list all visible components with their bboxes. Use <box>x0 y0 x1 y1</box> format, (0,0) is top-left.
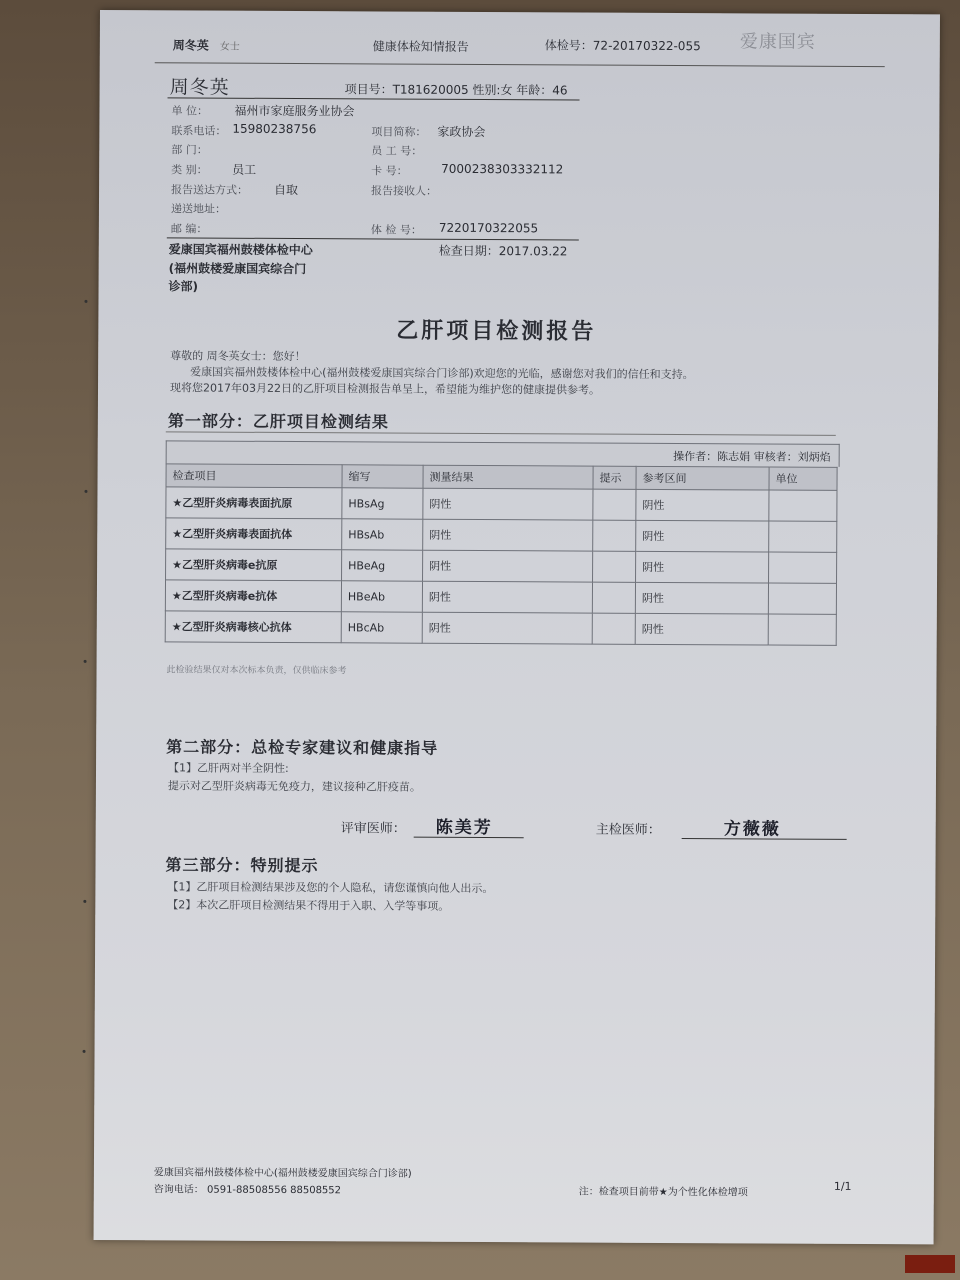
part3-line2: 【2】本次乙肝项目检测结果不得用于入职、入学等事项。 <box>167 898 450 913</box>
zip-label: 邮 编： <box>170 222 208 236</box>
part1-underline <box>166 431 836 436</box>
review-signature-line <box>414 837 524 839</box>
result: 阴性 <box>422 581 592 613</box>
part3-heading: 第三部分：特别提示 <box>165 855 319 876</box>
unit-label: 单 位： <box>171 104 209 118</box>
part3-line1: 【1】乙肝项目检测结果涉及您的个人隐私，请您谨慎向他人出示。 <box>167 880 494 896</box>
punch-hole-mark <box>84 660 87 663</box>
unit <box>769 552 837 583</box>
column-header: 单位 <box>769 467 837 490</box>
exam-no-value: 7220170322055 <box>438 220 539 236</box>
hint <box>593 489 636 520</box>
staff-label: 员 工 号： <box>371 144 423 158</box>
project-line: 项目号：T181620005 性别:女 年龄：46 <box>344 82 568 98</box>
part2-line1: 【1】乙肝两对半全阴性: <box>167 761 289 775</box>
part2-heading: 第二部分：总检专家建议和健康指导 <box>166 737 439 758</box>
greeting: 尊敬的 周冬英女士：您好！ <box>170 349 306 364</box>
patient-name: 周冬英 <box>169 76 230 99</box>
column-header: 提示 <box>593 466 636 489</box>
watermark-logo <box>905 1255 955 1273</box>
abbreviation: HBsAg <box>342 488 423 519</box>
receiver-label: 报告接收人： <box>371 184 438 198</box>
unit <box>769 521 837 552</box>
intro-line2: 现将您2017年03月22日的乙肝项目检测报告单呈上，希望能为维护您的健康提供参考。 <box>169 381 601 397</box>
column-header: 缩写 <box>342 465 423 488</box>
phone-label: 联系电话： <box>171 124 227 138</box>
table-row <box>165 580 836 615</box>
part2-line2: 提示对乙型肝炎病毒无免疫力，建议接种乙肝疫苗。 <box>167 779 421 794</box>
chief-signature-line <box>682 838 847 840</box>
phone-value: 15980238756 <box>232 121 317 137</box>
test-item: ★乙型肝炎病毒核心抗体 <box>165 611 341 643</box>
result: 阴性 <box>422 612 592 644</box>
footer-phone: 咨询电话： 0591-88508556 88508552 <box>153 1184 342 1197</box>
center-name-line3: 诊部) <box>168 279 199 294</box>
address-label: 递送地址： <box>170 202 226 216</box>
unit <box>768 583 836 614</box>
footer-note: 注：检查项目前带★为个性化体检增项 <box>578 1186 748 1199</box>
chief-doctor-label: 主检医师： <box>595 822 661 838</box>
column-header: 测量结果 <box>423 465 593 489</box>
category-label: 类 别： <box>171 163 208 177</box>
exam-no-label: 体 检 号： <box>370 223 422 237</box>
reference-range: 阴性 <box>636 489 769 521</box>
table-footnote: 此检验结果仅对本次标本负责，仅供临床参考 <box>166 665 347 677</box>
center-name-line1: 爱康国宾福州鼓楼体检中心 <box>168 242 313 258</box>
result: 阴性 <box>423 488 593 520</box>
hint <box>592 582 635 613</box>
punch-hole-mark <box>84 490 87 493</box>
header-divider <box>155 62 885 67</box>
card-label: 卡 号： <box>371 164 408 178</box>
intro-line1: 爱康国宾福州鼓楼体检中心(福州鼓楼爱康国宾综合门诊部)欢迎您的光临，感谢您对我们的信任和支持。 <box>190 365 694 382</box>
test-item: ★乙型肝炎病毒表面抗体 <box>166 518 342 550</box>
report-title: 乙肝项目检测报告 <box>396 318 597 345</box>
punch-hole-mark <box>83 1050 86 1053</box>
reference-range: 阴性 <box>635 582 768 614</box>
table-row <box>166 518 837 553</box>
unit <box>768 614 836 645</box>
review-doctor-signature: 陈美芳 <box>435 817 493 839</box>
reference-range: 阴性 <box>636 551 769 583</box>
table-row <box>166 549 837 584</box>
test-item: ★乙型肝炎病毒e抗原 <box>166 549 342 581</box>
table-header-row <box>166 464 837 491</box>
center-name-line2: (福州鼓楼爱康国宾综合门 <box>168 261 307 277</box>
reference-range: 阴性 <box>635 613 768 645</box>
header-salutation: 女士 <box>219 41 240 53</box>
reference-range: 阴性 <box>636 520 769 552</box>
table-row <box>166 487 837 522</box>
report-sheet <box>94 10 940 1244</box>
card-value: 7000238303332112 <box>441 161 564 177</box>
table-row <box>165 611 836 646</box>
project-short-value: 家政协会 <box>437 124 486 140</box>
brand-logo: 爱康国宾 <box>739 31 816 53</box>
hint <box>593 520 636 551</box>
header-name: 周冬英 <box>172 38 209 53</box>
test-item: ★乙型肝炎病毒表面抗原 <box>166 487 342 519</box>
header-exam-number: 体检号：72-20170322-055 <box>544 38 701 54</box>
abbreviation: HBcAb <box>341 612 422 643</box>
punch-hole-mark <box>83 900 86 903</box>
project-short-label: 项目简称： <box>371 125 427 139</box>
abbreviation: HBeAg <box>342 550 423 581</box>
results-table <box>165 463 838 646</box>
hint <box>593 551 636 582</box>
header-report-type: 健康体检知情报告 <box>372 39 469 54</box>
chief-doctor-signature: 方薇薇 <box>723 819 781 840</box>
page-number: 1/1 <box>833 1179 852 1193</box>
abbreviation: HBeAb <box>341 581 422 612</box>
unit-value: 福州市家庭服务业协会 <box>234 103 355 119</box>
dept-label: 部 门： <box>171 143 208 157</box>
delivery-value: 自取 <box>274 182 299 198</box>
operator-reviewer: 操作者：陈志娟 审核者：刘炳焰 <box>673 450 831 464</box>
column-header: 参考区间 <box>636 466 769 490</box>
result: 阴性 <box>423 519 593 551</box>
unit <box>769 490 837 521</box>
column-header: 检查项目 <box>166 464 342 488</box>
abbreviation: HBsAb <box>342 519 423 550</box>
punch-hole-mark <box>84 300 87 303</box>
exam-date: 检查日期：2017.03.22 <box>438 243 568 259</box>
test-item: ★乙型肝炎病毒e抗体 <box>165 580 341 612</box>
review-doctor-label: 评审医师： <box>340 821 406 837</box>
result: 阴性 <box>423 550 593 582</box>
footer-org: 爱康国宾福州鼓楼体检中心(福州鼓楼爱康国宾综合门诊部) <box>153 1167 412 1180</box>
part1-heading: 第一部分：乙肝项目检测结果 <box>167 411 389 432</box>
delivery-label: 报告送达方式： <box>171 183 249 197</box>
hint <box>592 613 635 644</box>
category-value: 员工 <box>232 162 257 177</box>
